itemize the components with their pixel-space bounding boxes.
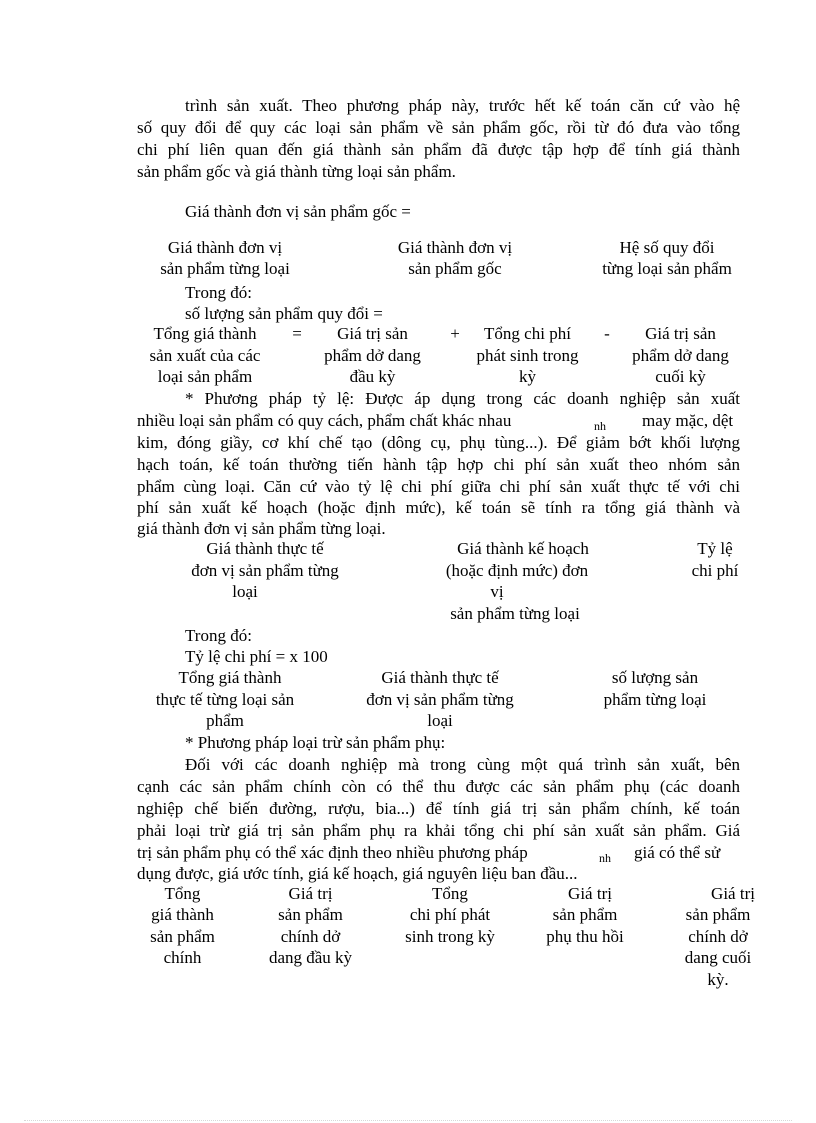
formula-goc-col2-l1: Giá thành đơn vị (397, 238, 513, 257)
formula-tongtt-col2-l1: Giá thành thực tế (381, 668, 499, 687)
formula-tong-col4-l1: Giá trị sản (645, 324, 716, 343)
formula-chinh-col1-l1: Tổng (164, 884, 201, 903)
formula-goc-so-luong: số lượng sản phẩm quy đổi = (185, 304, 383, 323)
para3-heading: * Phương pháp loại trừ sản phẩm phụ: (185, 733, 446, 752)
formula-chinh-col2-l1: Giá trị (288, 884, 333, 903)
formula-goc-col1-l2: sản phẩm từng loại (160, 259, 290, 278)
formula-tyle-col2-l1: Giá thành kế hoạch (457, 539, 589, 558)
formula-tong-col2-l1: Giá trị sản (337, 324, 408, 343)
formula-chinh-col1-l2: giá thành (151, 905, 214, 924)
formula-tyle-col3-l1: Tỷ lệ (697, 539, 733, 558)
formula-chinh-col1-l3: sản phẩm (150, 927, 215, 946)
para1-line1: trình sản xuất. Theo phương pháp này, trước hết kế toán căn cứ vào hệ (185, 96, 740, 115)
para2-line5: phẩm cùng loại. Căn cứ vào tỷ lệ chi phí giữa chi phí sản xuất thực tế với chi (137, 477, 740, 496)
formula-tong-equals: = (292, 324, 302, 343)
para2-line1: * Phương pháp tỷ lệ: Được áp dụng trong các doanh nghiệp sản xuất (185, 389, 740, 408)
formula-tong-col3-l1: Tổng chi phí (484, 324, 571, 343)
formula-tyle-col1-l1: Giá thành thực tế (206, 539, 324, 558)
formula-tong-col3-l3: kỳ (519, 367, 536, 386)
formula-tyle-col1-l2: đơn vị sản phẩm từng (191, 561, 339, 580)
formula-tyle-col2-l4: sản phẩm từng loại (450, 604, 580, 623)
formula-goc-col1-l1: Giá thành đơn vị (167, 238, 283, 257)
page-bottom-rule (24, 1120, 792, 1121)
formula-tongtt-col2-l2: đơn vị sản phẩm từng (366, 690, 514, 709)
formula-chinh-col2-l4: dang đầu kỳ (268, 948, 353, 967)
formula-tyle-trong-do: Trong đó: (185, 626, 252, 645)
formula-goc-col3-l2: từng loại sản phẩm (602, 259, 732, 278)
formula-goc-col3-l1: Hệ số quy đổi (619, 238, 715, 257)
formula-chinh-col4-l3: phụ thu hồi (546, 927, 624, 946)
para3-line3: nghiệp chế biến đường, rượu, bia...) để tính giá trị sản phẩm chính, kế toán (137, 799, 740, 818)
para3-line5-b: giá có thể sử (634, 843, 721, 862)
formula-tongtt-col3-l1: số lượng sản (611, 668, 699, 687)
formula-chinh-col3-l3: sinh trong kỳ (405, 927, 495, 946)
para2-line2-nh: nh (594, 419, 606, 433)
formula-tong-col3-l2: phát sinh trong (476, 346, 579, 365)
para3-line1: Đối với các doanh nghiệp mà trong cùng một quá trình sản xuất, bên (185, 755, 740, 774)
formula-goc-trong-do: Trong đó: (185, 283, 252, 302)
para2-line2-b: may mặc, dệt (642, 411, 734, 430)
formula-chinh-col5-l1: Giá trị (711, 884, 755, 903)
formula-tong-col2-l2: phẩm dở dang (324, 346, 421, 365)
formula-chinh-col2-l2: sản phẩm (278, 905, 343, 924)
para2-line3: kim, đóng giầy, cơ khí chế tạo (dông cụ, phụ tùng...). Để giảm bớt khối lượng (137, 433, 740, 452)
formula-tong-col1-l2: sản xuất của các (149, 346, 261, 365)
formula-tong-col4-l3: cuối kỳ (655, 367, 706, 386)
formula-tyle-col2-l2: (hoặc định mức) đơn (445, 561, 589, 580)
formula-chinh-col5-l5: kỳ. (707, 970, 729, 989)
para1-line4: sản phẩm gốc và giá thành từng loại sản phẩm. (137, 162, 456, 181)
para3-line5-a: trị sản phẩm phụ có thể xác định theo nhiều phương pháp (137, 843, 528, 862)
formula-chinh-col2-l3: chính dở (280, 927, 341, 946)
formula-tyle-col2-l3: vị (490, 582, 504, 601)
formula-tongtt-col1-l2: thực tế từng loại sản (155, 690, 295, 709)
para2-line7: giá thành đơn vị sản phẩm từng loại. (137, 519, 386, 538)
formula-tong-plus: + (450, 324, 460, 343)
para3-line2: cạnh các sản phẩm chính còn có thể thu được các sản phẩm phụ (các doanh (137, 777, 740, 796)
formula-goc-heading: Giá thành đơn vị sản phẩm gốc = (185, 202, 411, 221)
formula-tyle-col3-l2: chi phí (691, 561, 739, 580)
formula-chinh-col5-l4: dang cuối (684, 948, 752, 967)
formula-goc-col2-l2: sản phẩm gốc (408, 259, 502, 278)
para2-line2-a: nhiều loại sản phẩm có quy cách, phẩm chất khác nhau (137, 411, 512, 430)
para2-line6: phí sản xuất kế hoạch (hoặc định mức), kế toán sẽ tính ra tổng giá thành và (137, 498, 740, 517)
para3-line4: phải loại trừ giá trị sản phẩm phụ ra khải tổng chi phí sản xuất sản phẩm. Giá (137, 821, 740, 840)
formula-chinh-col4-l2: sản phẩm (552, 905, 618, 924)
formula-tongtt-col1-l3: phẩm (206, 711, 244, 730)
formula-chinh-col5-l3: chính dở (688, 927, 748, 946)
formula-tongtt-col3-l2: phẩm từng loại (603, 690, 707, 709)
formula-tongtt-col2-l3: loại (427, 711, 453, 730)
formula-chinh-col4-l1: Giá trị (568, 884, 612, 903)
formula-tong-minus: - (604, 324, 610, 343)
formula-chinh-col1-l4: chính (163, 948, 202, 967)
para3-line5-nh: nh (599, 851, 611, 865)
para1-line2: số quy đổi để quy các loại sản phẩm về sản phẩm gốc, rồi từ đó đưa vào tổng (137, 118, 740, 137)
formula-chinh-col3-l1: Tổng (432, 884, 468, 903)
formula-tong-col2-l3: đầu kỳ (349, 367, 396, 386)
formula-tong-col4-l2: phẩm dở dang (632, 346, 729, 365)
para3-line6: dụng được, giá ước tính, giá kế hoạch, giá nguyên liệu ban đầu... (137, 864, 578, 883)
formula-chinh-col5-l2: sản phẩm (685, 905, 751, 924)
formula-tong-col1-l3: loại sản phẩm (157, 367, 253, 386)
formula-tongtt-col1-l1: Tổng giá thành (178, 668, 282, 687)
formula-chinh-col3-l2: chi phí phát (409, 905, 491, 924)
formula-tyle-col1-l3: loại (232, 582, 258, 601)
para2-line4: hạch toán, kế toán thường tiến hành tập hợp chi phí sản xuất theo nhóm sản (137, 455, 740, 474)
para1-line3: chi phí liên quan đến giá thành sản phẩm đã được tập hợp để tính giá thành (137, 140, 740, 159)
formula-tong-col1-l1: Tổng giá thành (153, 324, 257, 343)
formula-tyle-ty-le: Tỷ lệ chi phí = x 100 (185, 647, 328, 666)
